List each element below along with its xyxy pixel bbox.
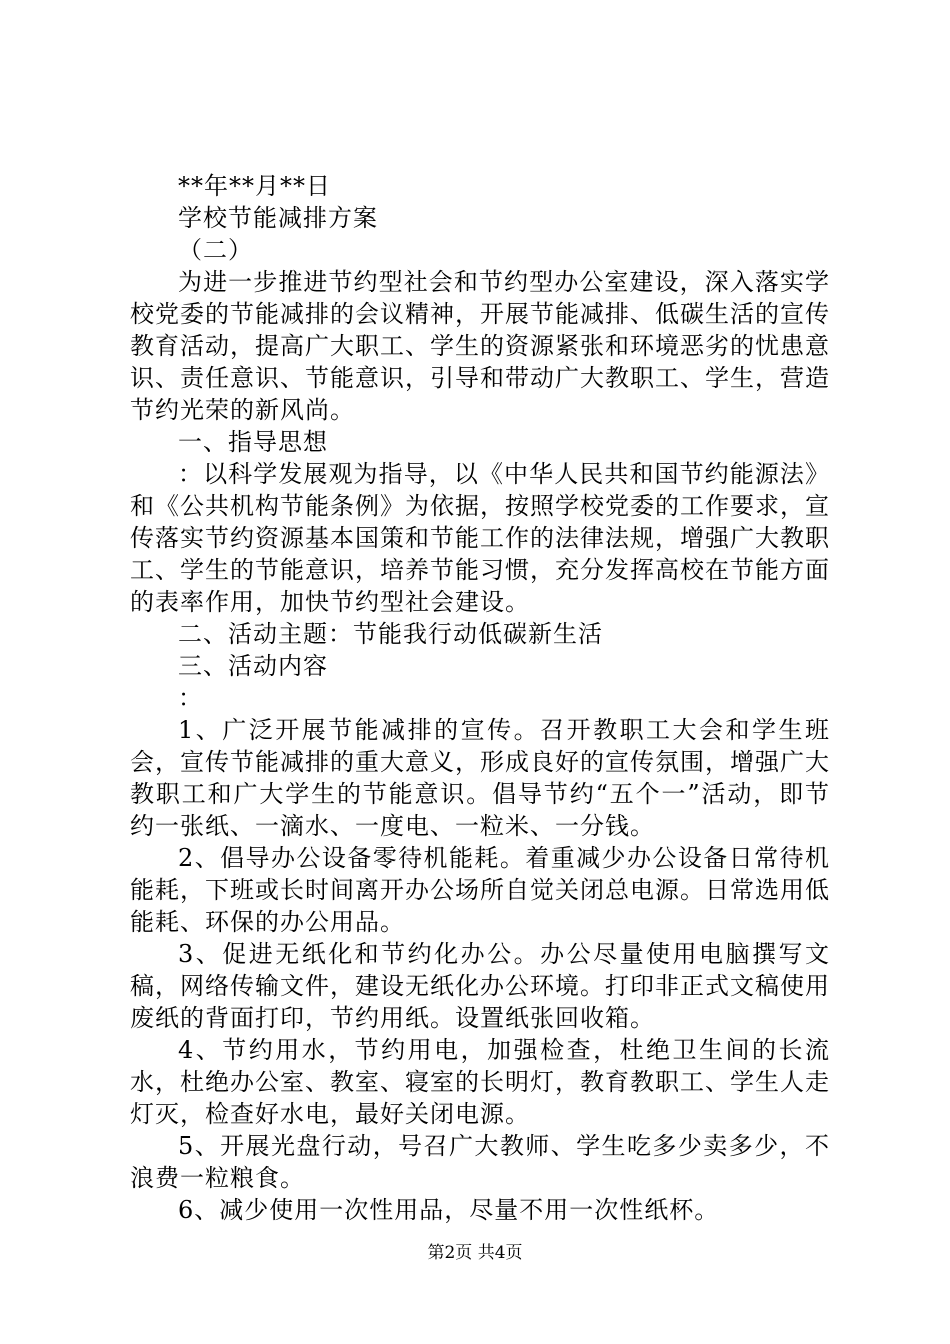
list-item-2: 2、倡导办公设备零待机能耗。着重减少办公设备日常待机能耗，下班或长时间离开办公场所自觉关闭总电源。日常选用低能耗、环保的办公用品。 — [130, 844, 830, 936]
list-item-3: 3、促进无纸化和节约化办公。办公尽量使用电脑撰写文稿，网络传输文件，建设无纸化办公环境。打印非正式文稿使用废纸的背面打印，节约用纸。设置纸张回收箱。 — [130, 940, 830, 1032]
section1-heading: 一、指导思想 — [178, 428, 328, 456]
page-footer — [0, 1241, 950, 1265]
list-item-5: 5、开展光盘行动，号召广大教师、学生吃多少卖多少，不浪费一粒粮食。 — [130, 1132, 830, 1192]
date-line: **年**月**日 — [178, 172, 331, 200]
document-subtitle: （二） — [178, 236, 253, 264]
section1-body: ：以科学发展观为指导，以《中华人民共和国节约能源法》和《公共机构节能条例》为依据，按照学校党委的工作要求，宣传落实节约资源基本国策和节能工作的法律法规，增强广大教职工、学生的节能意识，培养节能习惯，充分发挥高校在节能方面的表率作用，加快节约型社会建设。 — [130, 460, 830, 616]
list-item-4: 4、节约用水，节约用电，加强检查，杜绝卫生间的长流水，杜绝办公室、教室、寝室的长明灯，教育教职工、学生人走灯灭，检查好水电，最好关闭电源。 — [130, 1036, 830, 1128]
list-item-6: 6、减少使用一次性用品，尽量不用一次性纸杯。 — [178, 1196, 720, 1224]
document-title: 学校节能减排方案 — [178, 204, 378, 232]
section3-heading: 三、活动内容 — [178, 652, 328, 680]
section2-heading: 二、活动主题：节能我行动低碳新生活 — [178, 620, 603, 648]
list-item-1: 1、广泛开展节能减排的宣传。召开教职工大会和学生班会，宣传节能减排的重大意义，形成良好的宣传氛围，增强广大教职工和广大学生的节能意识。倡导节约“五个一”活动，即节约一张纸、一滴水、一度电、一粒米、一分钱。 — [130, 716, 830, 840]
section3-colon: ： — [178, 684, 203, 712]
document-body — [130, 170, 830, 1226]
intro-paragraph: 为进一步推进节约型社会和节约型办公室建设，深入落实学校党委的节能减排的会议精神，开展节能减排、低碳生活的宣传教育活动，提高广大职工、学生的资源紧张和环境恶劣的忧患意识、责任意识、节能意识，引导和带动广大教职工、学生，营造节约光荣的新风尚。 — [130, 268, 830, 424]
page-indicator: 第2页 共4页 — [427, 1243, 523, 1263]
